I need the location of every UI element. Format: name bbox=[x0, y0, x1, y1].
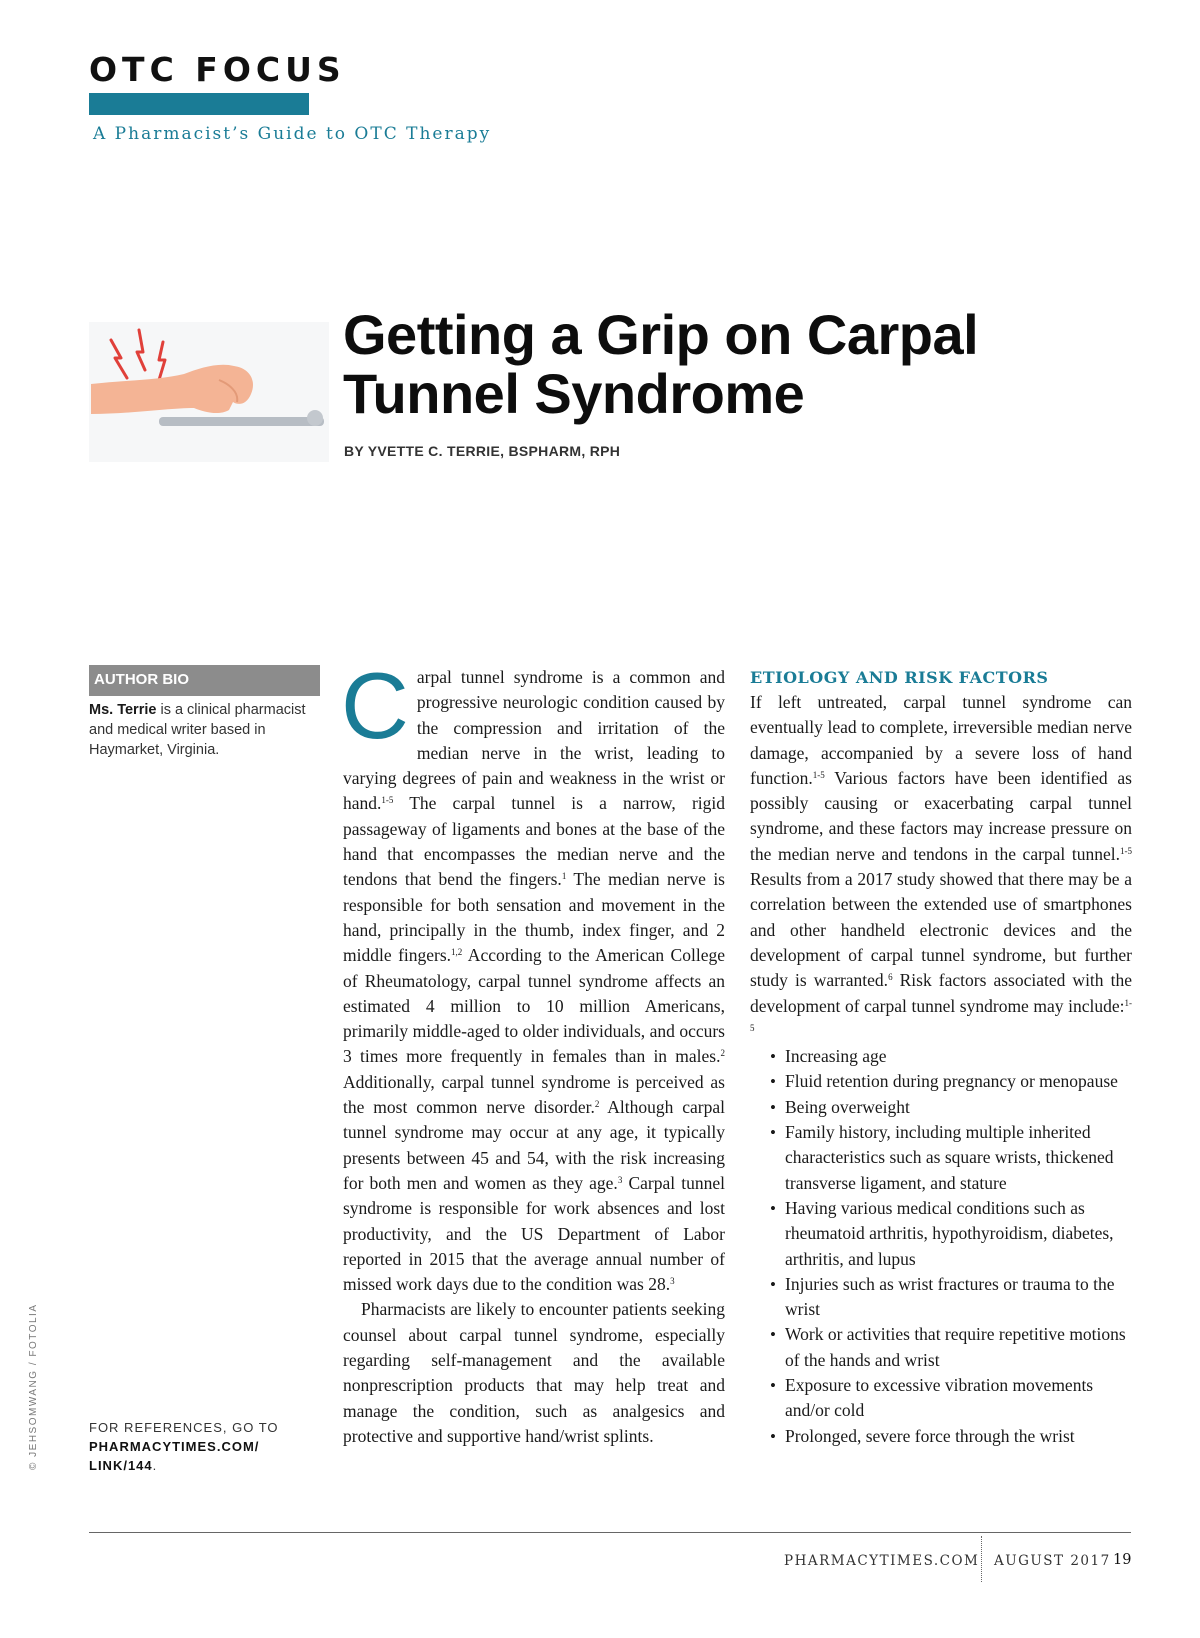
list-item: • Increasing age bbox=[750, 1044, 1132, 1069]
list-item: • Work or activities that require repetitive motions of the hands and wrist bbox=[750, 1322, 1132, 1373]
drop-cap: C bbox=[341, 653, 409, 758]
risk-factor-list bbox=[750, 1044, 1132, 1449]
references-suffix: . bbox=[152, 1458, 158, 1473]
article-column-2 bbox=[750, 665, 1132, 1449]
intro-paragraph bbox=[341, 653, 725, 1297]
list-item: • Fluid retention during pregnancy or menopause bbox=[750, 1069, 1132, 1094]
citation: 1 bbox=[561, 871, 567, 882]
citation: 1-5 bbox=[812, 769, 825, 780]
footer-site: PHARMACYTIMES.COM bbox=[784, 1553, 980, 1569]
citation: 3 bbox=[670, 1276, 675, 1287]
citation: 3 bbox=[617, 1174, 623, 1185]
citation: 2 bbox=[720, 1048, 725, 1059]
text-run: arpal tunnel syndrome is a common and progressive neurologic condition caused by the compression and irritation of the median nerve in the wrist, leading to varying degrees of pain and weakness in the wrist or hand. bbox=[343, 667, 725, 814]
text-run: Additionally, carpal tunnel syndrome is perceived as the most common nerve disorder. bbox=[343, 1071, 725, 1118]
etiology-paragraph bbox=[750, 690, 1132, 1044]
list-item: • Family history, including multiple inherited characteristics such as square wrists, thickened transverse ligament, and stature bbox=[750, 1120, 1132, 1196]
list-item: • Being overweight bbox=[750, 1095, 1132, 1120]
section-title: OTC FOCUS bbox=[89, 50, 346, 89]
keyboard-shape bbox=[159, 417, 324, 426]
page-number: 19 bbox=[1113, 1552, 1132, 1568]
list-item: • Exposure to excessive vibration movements and/or cold bbox=[750, 1373, 1132, 1424]
references-prefix: FOR REFERENCES, GO TO bbox=[89, 1420, 279, 1435]
text-run: According to the American College of Rheumatology, carpal tunnel syndrome affects an estimated 4 million to 10 million Americans, primarily middle-aged to older individuals, and occurs 3 times more frequently in females than in males. bbox=[343, 945, 725, 1067]
list-item: • Having various medical conditions such as rheumatoid arthritis, hypothyroidism, diabetes, arthritis, and lupus bbox=[750, 1196, 1132, 1272]
citation: 1-5 bbox=[750, 997, 1132, 1033]
article-title bbox=[343, 305, 1163, 423]
text-run: Risk factors associated with the development of carpal tunnel syndrome may include: bbox=[750, 970, 1132, 1016]
text-run: If left untreated, carpal tunnel syndrome can eventually lead to complete, irreversible median nerve damage, accompanied by a severe loss of hand function. bbox=[750, 692, 1132, 788]
section-accent-bar bbox=[89, 93, 309, 115]
article-title-line1: Getting a Grip on Carpal bbox=[343, 303, 979, 366]
pharmacist-paragraph: Pharmacists are likely to encounter patients seeking counsel about carpal tunnel syndrome, especially regarding self-management and the available nonprescription products that may help treat and manage the condition, such as analgesics and protective and supportive hand/wrist splints. bbox=[343, 1299, 725, 1446]
text-run: Various factors have been identified as possibly causing or exacerbating carpal tunnel syndrome, and these factors may increase pressure on the median nerve and tendons in the carpal tunnel. bbox=[750, 767, 1132, 864]
citation: 2 bbox=[594, 1099, 600, 1110]
author-name: Ms. Terrie bbox=[89, 702, 157, 718]
list-item: • Prolonged, severe force through the wrist bbox=[750, 1424, 1132, 1449]
citation: 1-5 bbox=[1120, 845, 1132, 856]
footer-divider bbox=[89, 1532, 1131, 1533]
text-run: Although carpal tunnel syndrome may occur at any age, it typically presents between 45 and 54, with the risk increasing for both men and women as they age. bbox=[343, 1097, 725, 1193]
author-bio-heading: AUTHOR BIO bbox=[89, 665, 320, 695]
text-run: The median nerve is responsible for both sensation and movement in the hand, principally in the thumb, index finger, and 2 middle fingers. bbox=[343, 869, 725, 966]
section-subtitle: A Pharmacist’s Guide to OTC Therapy bbox=[93, 124, 492, 144]
photo-credit: © JEHSOMWANG / FOTOLIA bbox=[28, 1303, 39, 1470]
text-run: Carpal tunnel syndrome is responsible for work absences and lost productivity, and the US Department of Labor reported in 2015 that the average annual number of missed work days due to the condition was 28. bbox=[343, 1172, 725, 1295]
references-link-line2[interactable]: LINK/144 bbox=[89, 1458, 153, 1473]
text-run: The carpal tunnel is a narrow, rigid passageway of ligaments and bones at the base of the hand that encompasses the median nerve and the tendons that bend the fingers. bbox=[343, 793, 725, 890]
list-item: • Injuries such as wrist fractures or trauma to the wrist bbox=[750, 1272, 1132, 1323]
citation: 1-5 bbox=[381, 795, 394, 806]
footer-date: AUGUST 2017 bbox=[994, 1553, 1111, 1569]
author-bio-divider bbox=[89, 695, 320, 696]
references-note bbox=[89, 1418, 319, 1475]
author-bio-text bbox=[89, 700, 324, 760]
citation: 6 bbox=[888, 972, 893, 983]
article-column-1 bbox=[341, 653, 725, 1449]
text-run: Results from a 2017 study showed that there may be a correlation between the extended use of smartphones and other handheld electronic devices and the development of carpal tunnel syndrome, but further study is warranted. bbox=[750, 869, 1132, 991]
article-title-line2: Tunnel Syndrome bbox=[343, 362, 805, 425]
byline: BY YVETTE C. TERRIE, BSPHARM, RPH bbox=[344, 443, 621, 459]
citation: 1,2 bbox=[451, 947, 463, 958]
wrist-pain-illustration bbox=[89, 322, 329, 462]
etiology-heading: ETIOLOGY AND RISK FACTORS bbox=[750, 668, 1049, 687]
footer-separator bbox=[981, 1536, 982, 1582]
references-link-line1[interactable]: PHARMACYTIMES.COM/ bbox=[89, 1439, 260, 1454]
author-bio-description: is a clinical pharmacist and medical writer based in Haymarket, Virginia. bbox=[89, 702, 306, 758]
